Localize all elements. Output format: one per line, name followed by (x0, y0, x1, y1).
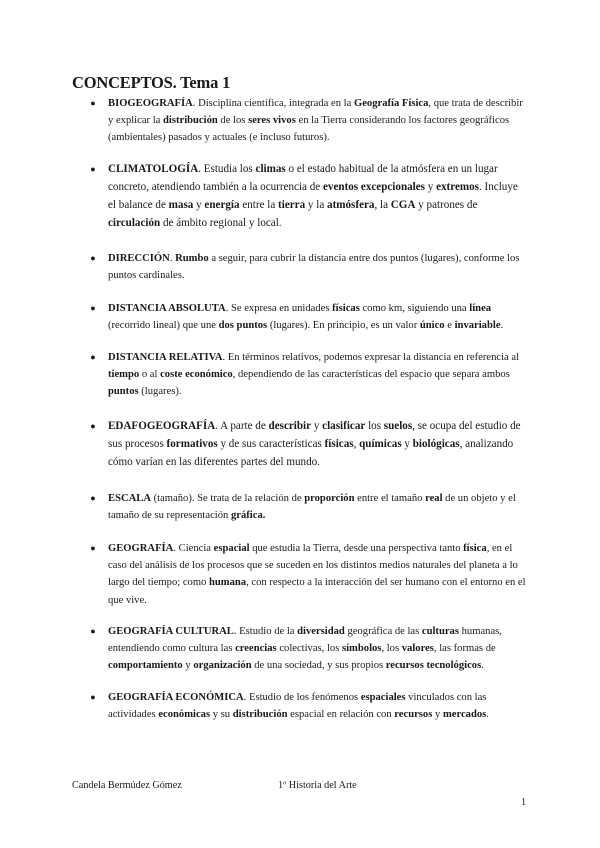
text-run: . Ciencia (173, 543, 214, 554)
bold-term: Geografía Física (353, 98, 429, 109)
bold-term: económicas (158, 709, 211, 721)
bullet-icon: ● (90, 98, 96, 108)
text-run: , los (381, 643, 402, 655)
bullet-icon: ● (90, 421, 96, 431)
text-run: colectivas, los (276, 643, 342, 655)
text-run: , se ocupa del estudio de sus procesos (108, 420, 521, 450)
bold-term: dos puntos (218, 320, 268, 332)
bullet-icon: ● (90, 253, 96, 263)
text-run: . A parte de (215, 420, 269, 432)
text-run: , (353, 438, 360, 450)
concept-item-geografia-cultural (90, 623, 528, 675)
bold-term: valores (401, 643, 434, 655)
text-run: y de sus características (217, 438, 325, 450)
bullet-icon: ● (90, 692, 96, 702)
concept-item-distancia-absoluta (90, 300, 528, 334)
bold-term: recursos tecnológicos (385, 660, 482, 672)
concept-item-distancia-relativa (90, 349, 528, 401)
concept-item-escala (90, 490, 528, 524)
bold-term: símbolos (341, 643, 382, 655)
bold-term: coste económico (160, 369, 233, 381)
bullet-icon: ● (90, 352, 96, 362)
text-run: de un objeto y el tamaño de su representación (108, 493, 516, 522)
bold-term: eventos excepcionales (323, 181, 425, 193)
bold-term: real (425, 493, 443, 504)
text-run: (recorrido lineal) que une (108, 320, 219, 332)
text-run: . (169, 253, 176, 264)
text-run: en la Tierra considerando los factores geográficos (ambientales) pasados y actuales (e incluso futuros). (108, 115, 510, 144)
concept-item-geografia-economica (90, 689, 528, 723)
bullet-icon: ● (90, 164, 96, 174)
bold-term: diversidad (297, 626, 345, 637)
text-run: y (193, 199, 205, 211)
text-run: . (500, 320, 504, 332)
text-run: y (424, 181, 437, 193)
bold-term: línea (469, 303, 492, 314)
bold-term: formativos (166, 438, 218, 450)
bullet-icon: ● (90, 303, 96, 313)
bullet-icon: ● (90, 543, 96, 553)
text-run: y (182, 660, 194, 672)
bold-term: tiempo (108, 369, 140, 381)
text-run: espacial en relación con (287, 709, 395, 721)
concept-item-edafogeografia (90, 417, 528, 471)
bold-term: física (463, 543, 487, 554)
bold-term: humana (209, 577, 247, 589)
text-run: a seguir, para cubrir la distancia entre dos puntos (lugares), conforme los puntos cardinales. (108, 253, 520, 282)
bold-term: EDAFOGEOGRAFÍA (108, 420, 216, 432)
concept-item-climatologia (90, 160, 528, 232)
bold-term: distribución (163, 115, 218, 127)
bold-term: culturas (421, 626, 459, 637)
page-title: CONCEPTOS. Tema 1 (72, 73, 231, 92)
footer-course: 1º Historia del Arte (278, 780, 357, 791)
text-run: y patrones de (415, 199, 478, 211)
bold-term: DIRECCIÓN (108, 253, 170, 264)
text-run: entre el tamaño (354, 493, 426, 504)
bold-term: recursos (394, 709, 433, 721)
bold-term: climas (255, 163, 286, 175)
text-run: . Estudia los (198, 163, 256, 175)
bold-term: suelos (383, 420, 413, 432)
text-run: (tamaño). Se trata de la relación de (150, 493, 305, 504)
bold-term: distribución (232, 709, 288, 721)
text-run: entre la (239, 199, 279, 211)
bold-term: atmósfera (327, 199, 375, 211)
text-run: y (401, 438, 413, 450)
text-run: o el estado habitual de la atmósfera en un lugar concreto, atendiendo también a la ocurrencia de (108, 163, 498, 193)
bold-term: químicas (359, 438, 402, 450)
bold-term: Rumbo (175, 253, 209, 264)
bold-term: energía (204, 199, 240, 211)
text-run: . En términos relativos, podemos expresar la distancia en referencia al (222, 352, 520, 363)
bold-term: físicas (324, 438, 354, 450)
text-run: , dependiendo de las características del espacio que separa ambos (232, 369, 510, 381)
bold-term: gráfica. (230, 510, 266, 522)
text-run: . (481, 660, 484, 672)
bold-term: DISTANCIA ABSOLUTA (108, 303, 226, 314)
text-run: , con respecto a la interacción del ser humano con el entorno en el que vive. (108, 577, 526, 606)
bold-term: mercados (442, 709, 487, 721)
bold-term: GEOGRAFÍA ECONÓMICA (108, 692, 244, 703)
text-run: y (311, 420, 323, 432)
bold-term: BIOGEOGRAFÍA (108, 98, 193, 109)
bold-term: biológicas (412, 438, 460, 450)
text-run: , la (374, 199, 391, 211)
text-run: . (486, 709, 489, 721)
text-run: e (444, 320, 455, 332)
bold-term: CLIMATOLOGÍA (108, 163, 199, 175)
bold-term: clasificar (322, 420, 366, 432)
bullet-icon: ● (90, 493, 96, 503)
text-run: y la (305, 199, 328, 211)
bold-term: físicas (332, 303, 360, 314)
bold-term: extremos (436, 181, 479, 193)
text-run: . Se expresa en unidades (225, 303, 333, 314)
text-run: como km, siguiendo una (359, 303, 470, 314)
text-run: y (432, 709, 443, 721)
bold-term: masa (168, 199, 194, 211)
text-run: , en el caso del análisis de los procesos que se suceden en los distintos medios naturales del planeta a lo largo del tiempo; como (108, 543, 518, 589)
bold-term: DISTANCIA RELATIVA (108, 352, 223, 363)
text-run: , las formas de (433, 643, 496, 655)
bold-term: puntos (108, 386, 139, 398)
bold-term: circulación (108, 217, 161, 229)
text-run: de los (217, 115, 249, 127)
bold-term: tierra (278, 199, 306, 211)
bold-term: GEOGRAFÍA CULTURAL (108, 626, 234, 637)
text-run: (lugares). En principio, es un valor (267, 320, 420, 332)
text-run: , analizando cómo varían en las diferentes partes del mundo. (108, 438, 514, 468)
bold-term: invariable (454, 320, 501, 332)
text-run: y su (210, 709, 233, 721)
bold-term: GEOGRAFÍA (108, 543, 174, 554)
bold-term: seres vivos (248, 115, 296, 127)
text-run: de ámbito regional y local. (160, 217, 282, 229)
bullet-icon: ● (90, 626, 96, 636)
text-run: vinculados con las actividades (108, 692, 487, 721)
concept-item-direccion (90, 250, 528, 284)
text-run: de una sociedad, y sus propios (251, 660, 386, 672)
text-run: . Incluye el balance de (108, 181, 518, 211)
bold-term: proporción (304, 493, 355, 504)
bold-term: único (419, 320, 445, 332)
text-run: los (365, 420, 384, 432)
bold-term: organización (193, 660, 252, 672)
text-run: . Estudio de los fenómenos (243, 692, 361, 703)
text-run: humanas, entendiendo como cultura las (108, 626, 502, 655)
bold-term: creencias (235, 643, 277, 655)
bold-term: espaciales (360, 692, 406, 703)
text-run: (lugares). (138, 386, 182, 398)
bold-term: comportamiento (108, 660, 183, 672)
bold-term: CGA (390, 199, 416, 211)
footer-author: Candela Bermúdez Gómez (72, 780, 182, 791)
text-run: . Disciplina científica, integrada en la (192, 98, 354, 109)
bold-term: describir (268, 420, 312, 432)
concept-item-biogeografia (90, 95, 528, 147)
text-run: que estudia la Tierra, desde una perspectiva tanto (249, 543, 464, 554)
text-run: geográfica de las (344, 626, 422, 637)
text-run: o al (139, 369, 161, 381)
bold-term: espacial (213, 543, 250, 554)
concept-item-geografia (90, 540, 528, 609)
text-run: , que trata de describir y explicar la (108, 98, 523, 127)
bold-term: ESCALA (108, 493, 151, 504)
text-run: . Estudio de la (233, 626, 298, 637)
page-number: 1 (521, 797, 527, 808)
